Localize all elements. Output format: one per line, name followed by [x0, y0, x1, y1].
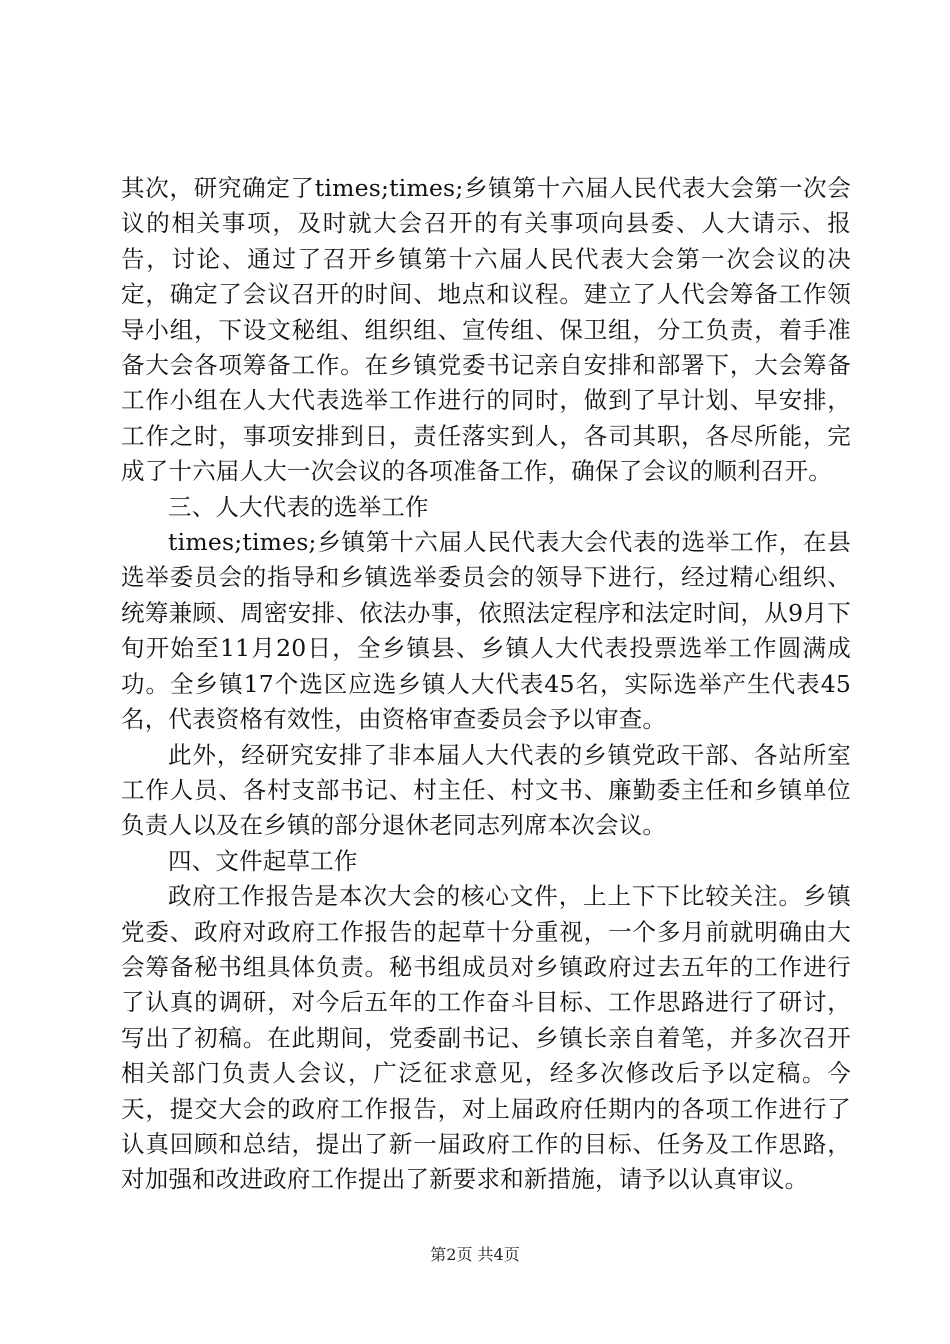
- document-body: [121, 171, 851, 1198]
- paragraph-preparation: 其次，研究确定了times;times;乡镇第十六届人民代表大会第一次会议的相关事项，及时就大会召开的有关事项向县委、人大请示、报告，讨论、通过了召开乡镇第十六届人民代表大会第一次会议的决定，确定了会议召开的时间、地点和议程。建立了人代会筹备工作领导小组，下设文秘组、组织组、宣传组、保卫组，分工负责，着手准备大会各项筹备工作。在乡镇党委书记亲自安排和部署下，大会筹备工作小组在人大代表选举工作进行的同时，做到了早计划、早安排，工作之时，事项安排到日，责任落实到人，各司其职，各尽所能，完成了十六届人大一次会议的各项准备工作，确保了会议的顺利召开。: [121, 174, 851, 486]
- page-number-footer: 第2页 共4页: [430, 1245, 520, 1264]
- paragraph-election: times;times;乡镇第十六届人民代表大会代表的选举工作，在县选举委员会的指导和乡镇选举委员会的领导下进行，经过精心组织、统筹兼顾、周密安排、依法办事，依照法定程序和法定时间，从9月下旬开始至11月20日，全乡镇县、乡镇人大代表投票选举工作圆满成功。全乡镇17个选区应选乡镇人大代表45名，实际选举产生代表45名，代表资格有效性，由资格审查委员会予以审查。: [121, 528, 851, 734]
- section-heading-election: 三、人大代表的选举工作: [168, 492, 429, 521]
- paragraph-drafting: 政府工作报告是本次大会的核心文件，上上下下比较关注。乡镇党委、政府对政府工作报告的起草十分重视，一个多月前就明确由大会筹备秘书组具体负责。秘书组成员对乡镇政府过去五年的工作进行了认真的调研，对今后五年的工作奋斗目标、工作思路进行了研讨，写出了初稿。在此期间，党委副书记、乡镇长亲自着笔，并多次召开相关部门负责人会议，广泛征求意见，经多次修改后予以定稿。今天，提交大会的政府工作报告，对上届政府任期内的各项工作进行了认真回顾和总结，提出了新一届政府工作的目标、任务及工作思路，对加强和改进政府工作提出了新要求和新措施，请予以认真审议。: [121, 882, 851, 1194]
- section-heading-drafting: 四、文件起草工作: [168, 846, 358, 875]
- paragraph-attendees: 此外，经研究安排了非本届人大代表的乡镇党政干部、各站所室工作人员、各村支部书记、村主任、村文书、廉勤委主任和乡镇单位负责人以及在乡镇的部分退休老同志列席本次会议。: [121, 740, 851, 840]
